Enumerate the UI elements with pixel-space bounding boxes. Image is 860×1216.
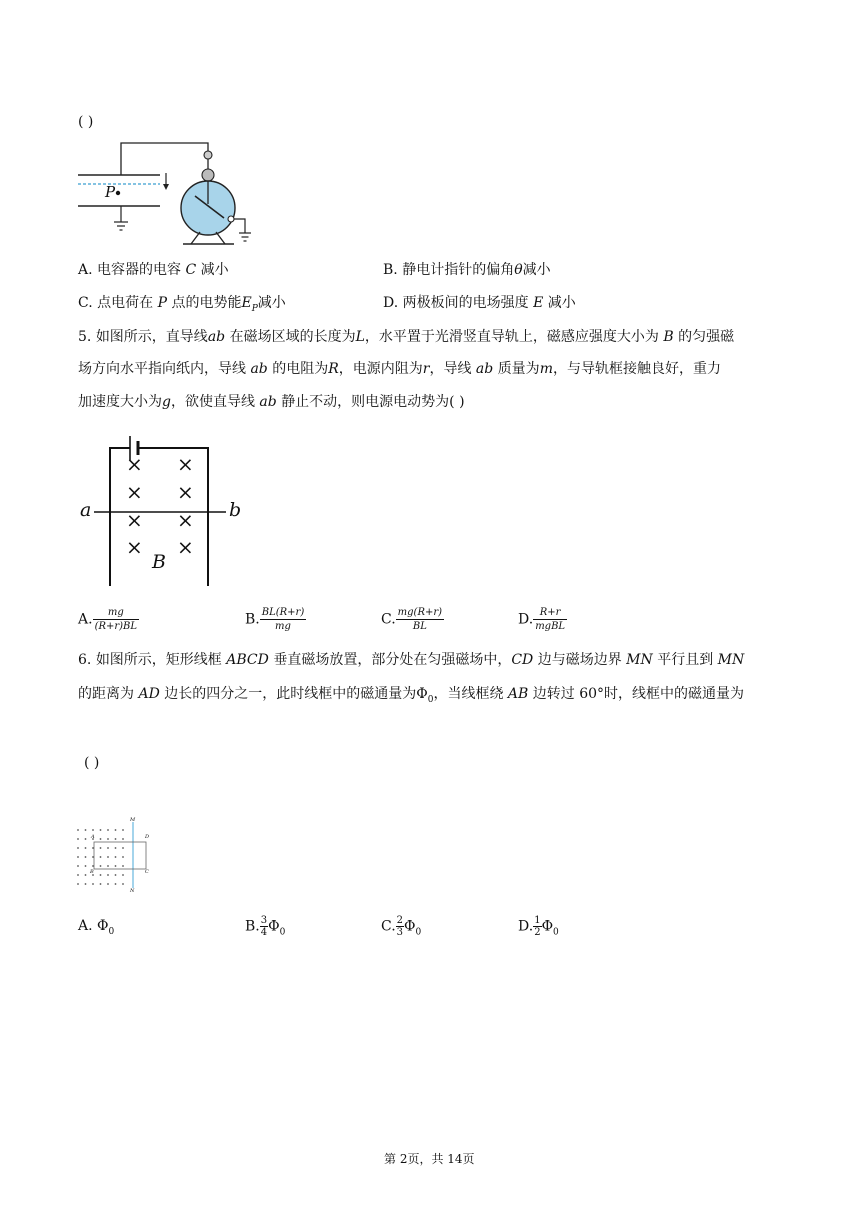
field-dot [122, 847, 124, 849]
field-dot [85, 847, 87, 849]
field-cross: × [126, 480, 143, 504]
field-dot [85, 883, 87, 885]
q4-option-b: B. 静电计指针的偏角θ减小 [383, 262, 551, 278]
q6-option-b: B. $\frac{3}{4}$ $\Phi_0$ [245, 915, 286, 938]
field-cross: × [126, 535, 143, 559]
coil-label-b: B [90, 869, 94, 875]
field-dot [100, 847, 102, 849]
field-dot [115, 856, 117, 858]
field-dot [107, 847, 109, 849]
coil-label-d: D [145, 834, 150, 840]
field-cross: × [126, 508, 143, 532]
q6-option-c: C. $\frac{2}{3}$ $\Phi_0$ [381, 915, 422, 938]
coil-label-a: A [91, 834, 95, 840]
field-dot [107, 829, 109, 831]
field-dot [77, 838, 79, 840]
field-dot [77, 883, 79, 885]
page-footer: 第 2页，共 14页 [384, 1152, 475, 1166]
field-dot [100, 856, 102, 858]
field-dot [115, 874, 117, 876]
field-dot [100, 883, 102, 885]
coil-field-diagram [74, 818, 164, 898]
field-dot [115, 847, 117, 849]
field-dot [100, 865, 102, 867]
field-dot [122, 856, 124, 858]
field-dot [92, 865, 94, 867]
field-dot [92, 856, 94, 858]
wire-label-b: b [229, 499, 242, 521]
field-dot [85, 838, 87, 840]
coil-label-c: C [145, 869, 149, 875]
field-dot [107, 883, 109, 885]
field-dot [100, 838, 102, 840]
field-dot [107, 865, 109, 867]
field-dot [115, 883, 117, 885]
q6-stem-line-2: 的距离为 AD 边长的四分之一，此时线框中的磁通量为$\Phi_0$，当线框绕 AB 边转过 60°时，线框中的磁通量为 [78, 686, 745, 705]
field-dot [85, 829, 87, 831]
q6-stem-line-1: 6. 如图所示，矩形线框 ABCD 垂直磁场放置，部分处在匀强磁场中，CD 边与磁场边界 MN 平行且到 MN [78, 652, 745, 668]
field-dot [77, 847, 79, 849]
q6-option-d: D. $\frac{1}{2}$ $\Phi_0$ [518, 915, 559, 938]
boundary-label-m: M [130, 817, 136, 823]
q4-option-d: D. 两极板间的电场强度 E 减小 [383, 295, 576, 311]
field-label-b: B [152, 551, 166, 573]
field-dot [122, 883, 124, 885]
field-dot [100, 874, 102, 876]
field-cross: × [177, 480, 194, 504]
field-dot [77, 829, 79, 831]
q5-option-b: B. $\frac{BL(R+r)}{mg}$ [245, 607, 305, 632]
q5-stem-line-1: 5. 如图所示，直导线ab 在磁场区域的长度为L，水平置于光滑竖直导轨上，磁感应强度大小为 B 的匀强磁 [78, 329, 735, 345]
field-dot [85, 856, 87, 858]
field-dot [92, 883, 94, 885]
field-cross: × [177, 452, 194, 476]
field-dot [115, 838, 117, 840]
field-dot [77, 856, 79, 858]
q5-stem-line-3: 加速度大小为g，欲使直导线 ab 静止不动，则电源电动势为( ) [78, 394, 465, 410]
q5-option-a: A. $\frac{mg}{(R+r)BL}$ [78, 607, 138, 632]
q6-option-a: A. $\Phi_0$ [78, 918, 115, 937]
field-dot [85, 865, 87, 867]
q4-paren: ( ) [78, 114, 94, 130]
field-dot [115, 865, 117, 867]
field-dot [122, 829, 124, 831]
field-dot [107, 874, 109, 876]
field-cross: × [126, 452, 143, 476]
field-dot [122, 838, 124, 840]
field-dot [77, 865, 79, 867]
field-dot [77, 874, 79, 876]
field-dot [100, 829, 102, 831]
field-dot [115, 829, 117, 831]
field-dot [85, 874, 87, 876]
q6-paren: ( ) [84, 755, 100, 771]
field-dot [107, 838, 109, 840]
field-dot [92, 829, 94, 831]
q5-stem-line-2: 场方向水平指向纸内，导线 ab 的电阻为R，电源内阻为r，导线 ab 质量为m，与导轨框接触良好，重力 [78, 361, 721, 377]
q5-option-c: C. $\frac{mg(R+r)}{BL}$ [381, 607, 443, 632]
boundary-label-n: N [130, 888, 135, 894]
field-dot [92, 847, 94, 849]
field-dot [107, 856, 109, 858]
q4-option-a: A. 电容器的电容 C 减小 [78, 262, 229, 278]
q4-option-c: C. 点电荷在 P 点的电势能$E_P$减小 [78, 295, 286, 314]
field-dot [122, 874, 124, 876]
point-p-label: P [105, 183, 116, 201]
q5-option-d: D. $\frac{R+r}{\text{mgBL}}$ [518, 607, 566, 632]
wire-label-a: a [80, 499, 92, 521]
field-cross: × [177, 508, 194, 532]
field-cross: × [177, 535, 194, 559]
field-dot [122, 865, 124, 867]
